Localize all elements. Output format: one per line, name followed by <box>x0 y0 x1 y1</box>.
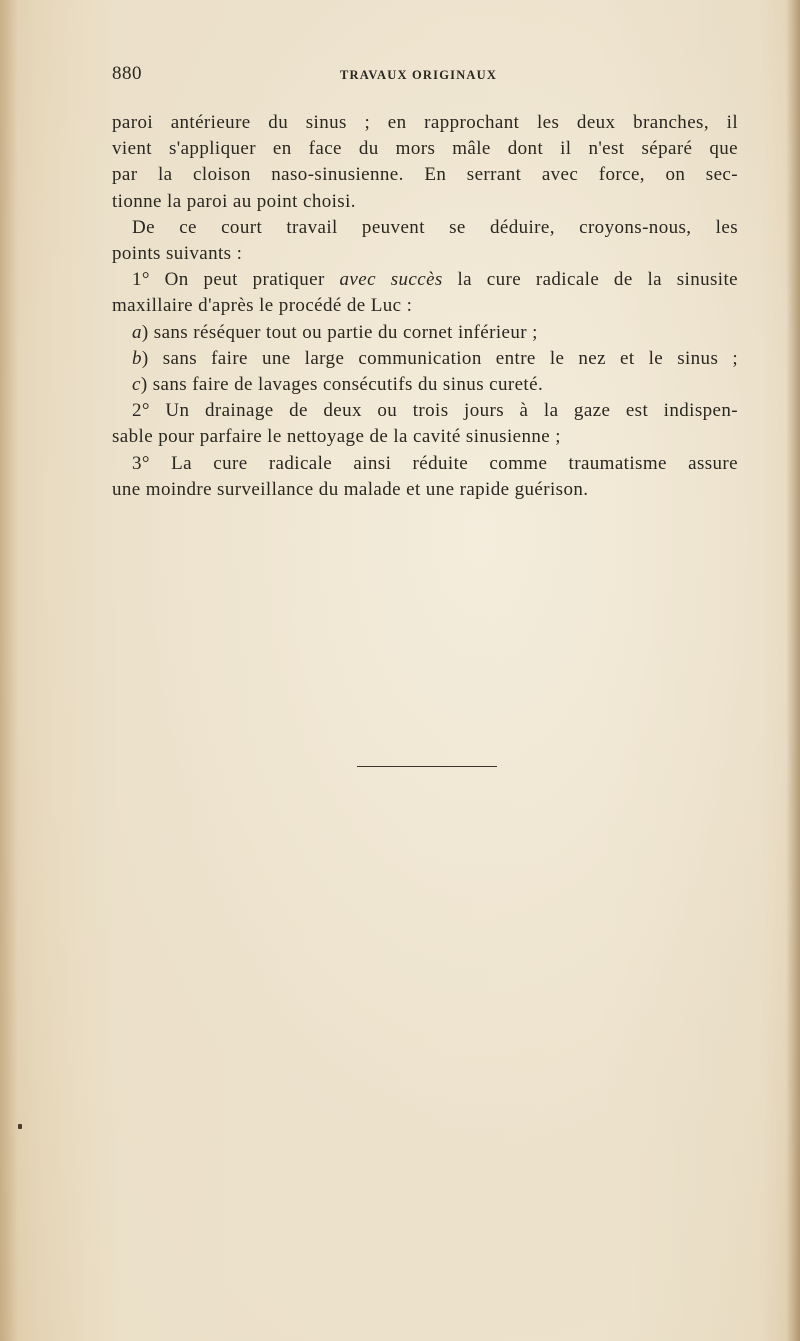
text-line: vient s'appliquer en face du mors mâle dont il n'est séparé que <box>112 138 738 160</box>
list-item-text: ) sans faire une large communication entre le nez et le sinus ; <box>141 347 738 369</box>
text-line <box>112 267 738 293</box>
page-edge-right <box>786 0 800 1341</box>
list-item-label: c <box>132 374 141 396</box>
body-text <box>112 110 738 503</box>
page-header <box>112 63 740 87</box>
paragraph-3 <box>112 267 738 319</box>
text-line: par la cloison naso-sinusienne. En serrant avec force, on sec- <box>112 164 738 186</box>
text-run: 1° On peut pratiquer <box>132 269 340 291</box>
list-item-text: ) sans faire de lavages consécutifs du sinus cureté. <box>140 374 544 396</box>
separator-rule <box>357 766 497 767</box>
text-line: points suivants : <box>112 243 243 265</box>
list-item-label: a <box>132 321 142 343</box>
list-item <box>112 372 738 398</box>
emphasis-text: avec succès <box>339 269 443 291</box>
running-title: TRAVAUX ORIGINAUX <box>340 68 498 82</box>
paragraph-1 <box>112 110 738 215</box>
text-line: 3° La cure radicale ainsi réduite comme traumatisme assure <box>132 452 738 474</box>
ink-speck <box>18 1124 22 1129</box>
text-line: 2° Un drainage de deux ou trois jours à la gaze est indispen- <box>132 400 738 422</box>
text-line: une moindre surveillance du malade et une rapide guérison. <box>112 478 589 500</box>
text-line: De ce court travail peuvent se déduire, croyons-nous, les <box>132 216 738 238</box>
text-line: maxillaire d'après le procédé de Luc : <box>112 295 413 317</box>
paragraph-4 <box>112 398 738 450</box>
list-item-label: b <box>132 347 142 369</box>
list-item <box>112 320 738 346</box>
list-item-text: ) sans réséquer tout ou partie du cornet inférieur ; <box>141 321 538 343</box>
text-run: la cure radicale de la sinusite <box>442 269 738 291</box>
paragraph-2 <box>112 215 738 267</box>
text-line: tionne la paroi au point choisi. <box>112 190 356 212</box>
page-edge-left <box>0 0 18 1341</box>
paragraph-5 <box>112 451 738 503</box>
text-line: paroi antérieure du sinus ; en rapprochant les deux branches, il <box>112 112 738 133</box>
list-item <box>112 346 738 372</box>
text-line: sable pour parfaire le nettoyage de la cavité sinusienne ; <box>112 426 561 448</box>
list-items <box>112 320 738 399</box>
page-number: 880 <box>112 63 142 84</box>
